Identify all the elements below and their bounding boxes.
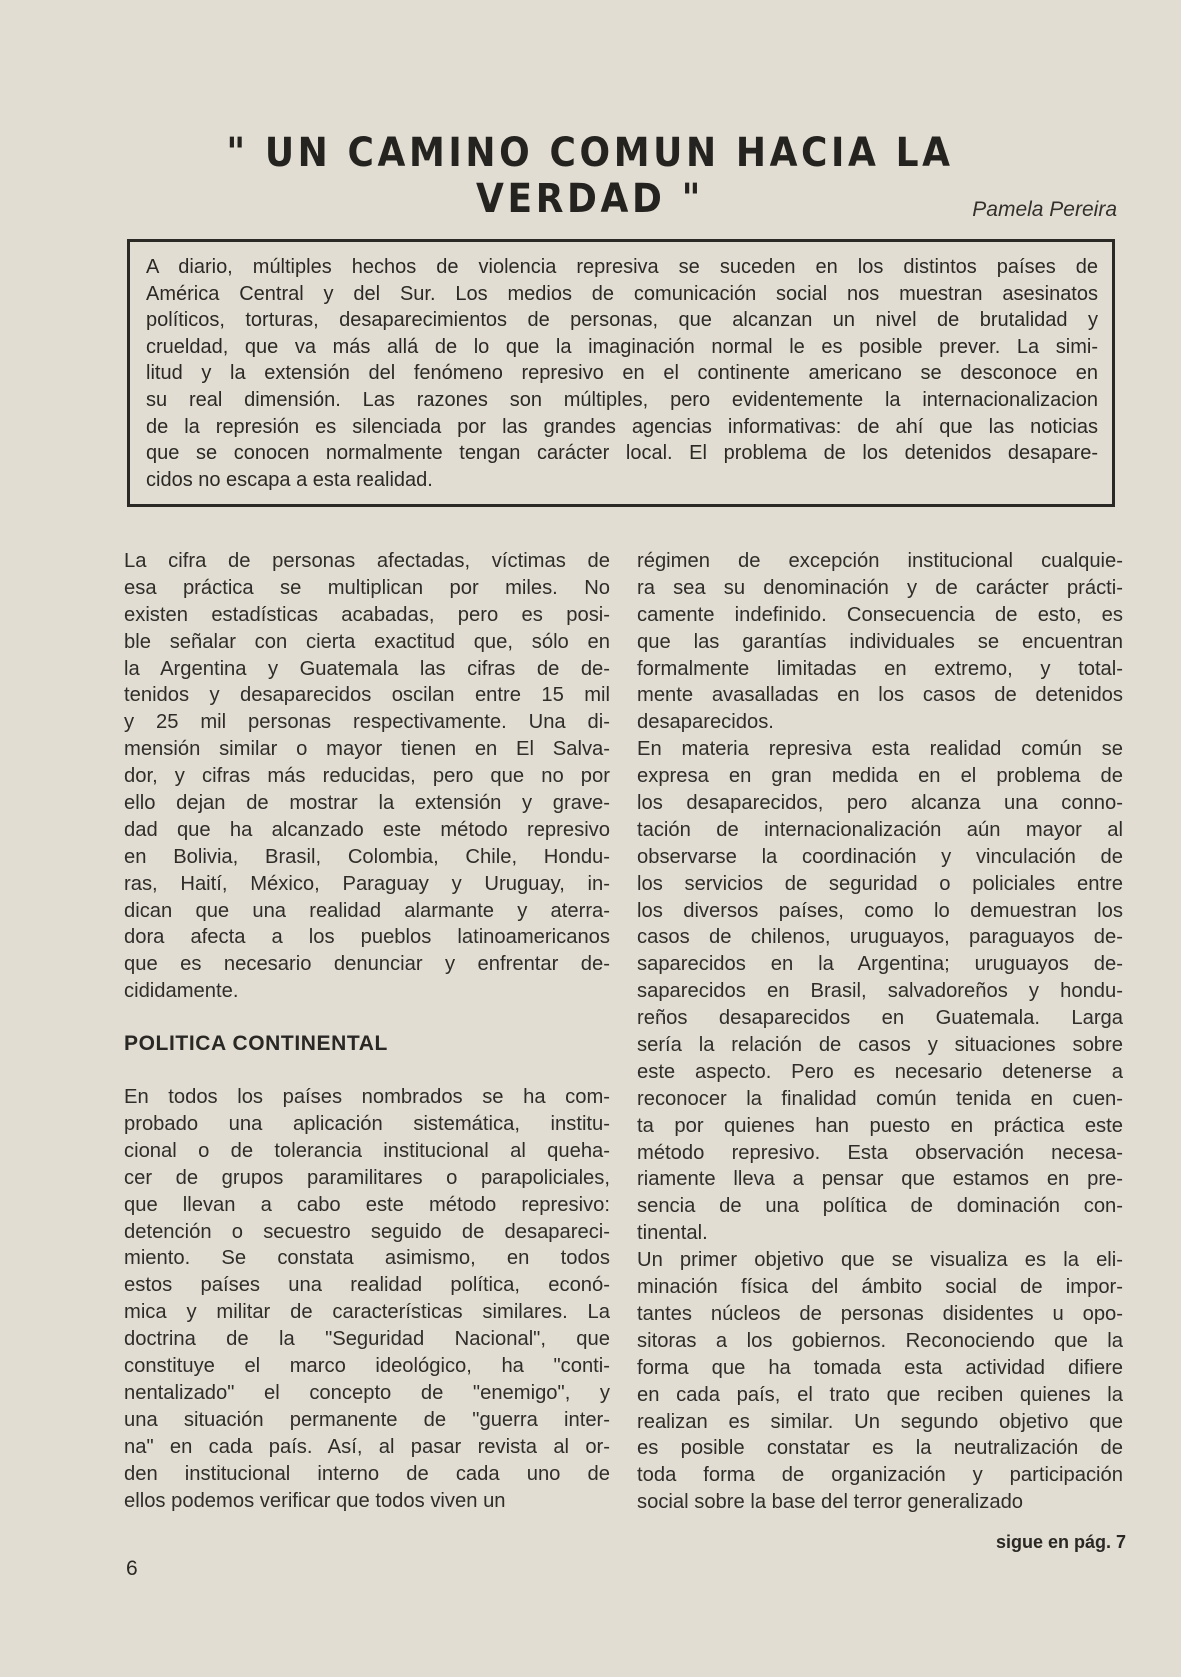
paragraph-line: este aspecto. Pero es necesario detenerse a xyxy=(637,1060,1123,1083)
paragraph-line: ellos podemos verificar que todos viven un xyxy=(124,1489,506,1512)
paragraph-line: reños desaparecidos en Guatemala. Larga xyxy=(637,1007,1123,1030)
author-byline: Pamela Pereira xyxy=(972,198,1117,221)
paragraph-line: ello dejan de mostrar la extensión y grave- xyxy=(124,792,610,815)
article-title: " UN CAMINO COMUN HACIA LA VERDAD " xyxy=(226,130,954,222)
paragraph-line: reconocer la finalidad común tenida en cuen- xyxy=(637,1087,1123,1110)
paragraph-line: estos países una realidad política, econó- xyxy=(124,1274,610,1297)
abstract-line: A diario, múltiples hechos de violencia represiva se suceden en los distintos países de xyxy=(146,256,1098,278)
paragraph-line: que es necesario denunciar y enfrentar de- xyxy=(124,953,610,976)
paragraph-line: que las garantías individuales se encuentran xyxy=(637,630,1123,653)
paragraph-line: la Argentina y Guatemala las cifras de de- xyxy=(124,657,610,680)
paragraph-line: método represivo. Esta observación necesa- xyxy=(637,1141,1123,1164)
paragraph-line: constituye el marco ideológico, ha "conti- xyxy=(124,1355,610,1378)
paragraph-line: dor, y cifras más reducidas, pero que no por xyxy=(124,765,610,788)
paragraph-line: tenidos y desaparecidos oscilan entre 15 mil xyxy=(124,684,610,707)
paragraph-line: La cifra de personas afectadas, víctimas de xyxy=(124,550,610,572)
paragraph-line: dad que ha alcanzado este método represivo xyxy=(124,818,610,841)
abstract-line: políticos, torturas, desaparecimientos de personas, que alcanzan un nivel de brutalidad y xyxy=(146,309,1098,332)
paragraph-line: detención o secuestro seguido de desapareci- xyxy=(124,1220,610,1243)
page-number: 6 xyxy=(126,1557,138,1580)
paragraph-line: que llevan a cabo este método represivo: xyxy=(124,1193,610,1216)
paragraph-line: ra sea su denominación y de carácter prácti- xyxy=(637,576,1123,599)
right-column xyxy=(637,548,1123,1516)
paragraph-line: dican que una realidad alarmante y aterra- xyxy=(124,899,610,922)
paragraph-line: es posible constatar es la neutralización de xyxy=(637,1437,1123,1460)
paragraph-line: sería la relación de casos y situaciones sobre xyxy=(637,1034,1123,1057)
abstract-box xyxy=(127,239,1115,507)
paragraph-line: tantes núcleos de personas disidentes u opo- xyxy=(637,1302,1123,1325)
paragraph-line: cional o de tolerancia institucional al queha- xyxy=(124,1139,610,1162)
paragraph-line: ta por quienes han puesto en práctica este xyxy=(637,1114,1123,1137)
paragraph-line: observarse la coordinación y vinculación de xyxy=(637,845,1123,868)
paragraph-line: régimen de excepción institucional cualquie- xyxy=(637,550,1123,572)
abstract-line: litud y la extensión del fenómeno represivo en el continente americano se desconoce en xyxy=(146,362,1098,385)
paragraph-line: cididamente. xyxy=(124,980,239,1003)
paragraph-line: los servicios de seguridad o policiales entre xyxy=(637,872,1123,895)
paragraph-line: sencia de una política de dominación con- xyxy=(637,1195,1123,1218)
left-column xyxy=(124,548,610,1514)
paragraph-line: En todos los países nombrados se ha com- xyxy=(124,1086,610,1109)
paragraph-line: den institucional interno de cada uno de xyxy=(124,1462,610,1485)
paragraph-line: mensión similar o mayor tienen en El Salva- xyxy=(124,738,610,761)
abstract-line: de la represión es silenciada por las grandes agencias informativas: de ahí que las noticias xyxy=(146,415,1098,438)
paragraph-line: los desaparecidos, pero alcanza una conno- xyxy=(637,792,1123,815)
abstract-line: crueldad, que va más allá de lo que la imaginación normal le es posible prever. La simi- xyxy=(146,335,1098,358)
paragraph-line: los diversos países, como lo demuestran los xyxy=(637,899,1123,922)
paragraph-line: expresa en gran medida en el problema de xyxy=(637,765,1123,788)
paragraph-line: mente avasalladas en los casos de detenidos xyxy=(637,684,1123,707)
paragraph-line: tinental. xyxy=(637,1222,708,1245)
paragraph-line: realizan es similar. Un segundo objetivo que xyxy=(637,1410,1123,1433)
paragraph-line: desaparecidos. xyxy=(637,711,774,734)
abstract-line: cidos no escapa a esta realidad. xyxy=(146,468,433,491)
paragraph-line: nentalizado" el concepto de "enemigo", y xyxy=(124,1381,610,1404)
paragraph-line: en Bolivia, Brasil, Colombia, Chile, Hondu- xyxy=(124,845,610,868)
paragraph-line: camente indefinido. Consecuencia de esto, es xyxy=(637,603,1123,626)
paragraph-line: na" en cada país. Así, al pasar revista al or- xyxy=(124,1435,610,1458)
paragraph-line: una situación permanente de "guerra inter- xyxy=(124,1408,610,1431)
paragraph-line: En materia represiva esta realidad común se xyxy=(637,738,1123,761)
paragraph-line: mica y militar de características similares. La xyxy=(124,1301,610,1324)
paragraph-line: probado una aplicación sistemática, institu- xyxy=(124,1113,610,1136)
paragraph-line: casos de chilenos, uruguayos, paraguayos de- xyxy=(637,926,1123,949)
paragraph-line: ras, Haití, México, Paraguay y Uruguay, in- xyxy=(124,872,610,895)
paragraph-line: toda forma de organización y participación xyxy=(637,1464,1123,1487)
paragraph-line: saparecidos en la Argentina; uruguayos de- xyxy=(637,953,1123,976)
paragraph-line: y 25 mil personas respectivamente. Una di- xyxy=(124,711,610,734)
paragraph-line: riamente lleva a pensar que estamos en pre- xyxy=(637,1168,1123,1191)
abstract-line: América Central y del Sur. Los medios de comunicación social nos muestran asesinatos xyxy=(146,282,1098,305)
paragraph-line: social sobre la base del terror generalizado xyxy=(637,1491,1024,1514)
paragraph-line: Un primer objetivo que se visualiza es la eli- xyxy=(637,1249,1123,1272)
paragraph-line: miento. Se constata asimismo, en todos xyxy=(124,1247,610,1270)
paragraph-line: cer de grupos paramilitares o parapoliciales, xyxy=(124,1166,610,1189)
paragraph-line: forma que ha tomada esta actividad difiere xyxy=(637,1356,1123,1379)
paragraph-line: en cada país, el trato que reciben quienes la xyxy=(637,1383,1123,1406)
paragraph-line: formalmente limitadas en extremo, y total- xyxy=(637,657,1123,680)
paragraph-line: existen estadísticas acabadas, pero es posi- xyxy=(124,603,610,626)
paragraph-line: sitoras a los gobiernos. Reconociendo que la xyxy=(637,1329,1123,1352)
paragraph-line: minación física del ámbito social de impor- xyxy=(637,1276,1123,1299)
paragraph-line: saparecidos en Brasil, salvadoreños y hondu- xyxy=(637,980,1123,1003)
paragraph-line: ble señalar con cierta exactitud que, sólo en xyxy=(124,630,610,653)
abstract-line: su real dimensión. Las razones son múltiples, pero evidentemente la internacionalizacion xyxy=(146,388,1098,411)
paragraph-line: dora afecta a los pueblos latinoamericanos xyxy=(124,926,610,949)
continued-note: sigue en pág. 7 xyxy=(995,1532,1126,1552)
paragraph-line: doctrina de la "Seguridad Nacional", que xyxy=(124,1328,610,1351)
paragraph-line: esa práctica se multiplican por miles. No xyxy=(124,576,610,599)
paragraph-line: tación de internacionalización aún mayor al xyxy=(637,818,1123,841)
section-heading: POLITICA CONTINENTAL xyxy=(124,1032,388,1056)
abstract-line: que se conocen normalmente tengan carácter local. El problema de los detenidos desapare- xyxy=(146,442,1098,465)
